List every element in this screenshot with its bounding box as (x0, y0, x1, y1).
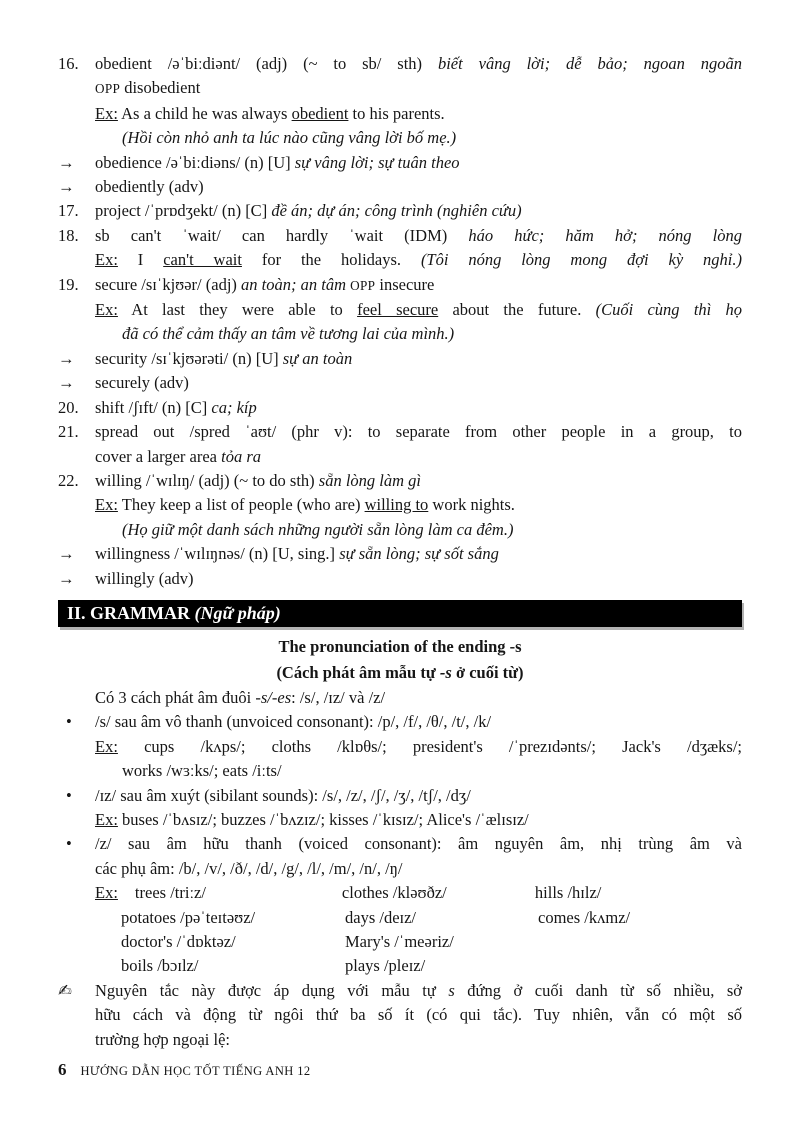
text-segment: các phụ âm: /b/, /v/, /ð/, /d/, /g/, /l/, /m/, /n/, /ŋ/ (95, 858, 403, 878)
text-segment: đứng ở cuối danh từ số nhiều, sở (454, 980, 742, 1000)
rule-line (58, 784, 742, 808)
text-segment: At last they were able to (117, 300, 358, 320)
vocab-entry-line (58, 273, 742, 298)
text-segment: (Hồi còn nhỏ anh ta lúc nào cũng vâng lời bố mẹ.) (122, 128, 457, 148)
text-segment: Mary's /ˈmeəriz/ (345, 932, 454, 951)
text-segment: Ex: (95, 883, 118, 903)
text-segment: sẵn lòng làm gì (318, 470, 421, 490)
text-segment: Ex: (95, 495, 118, 515)
vocab-entry-line (58, 224, 742, 248)
grammar-header-vietnamese-label: (Ngữ pháp) (190, 602, 281, 623)
example-line (58, 759, 742, 783)
text-segment: willing /ˈwɪlɪŋ/ (adj) (~ to do sth) (95, 470, 319, 490)
text-segment: an toàn; an tâm (241, 274, 347, 294)
text-segment: Ex: (95, 250, 118, 270)
text-segment: -s (439, 662, 452, 682)
intro-line (58, 686, 742, 710)
note-line (58, 979, 742, 1003)
text-segment: (Họ giữ một danh sách những người sẵn lòng làm ca đêm.) (122, 519, 514, 539)
derived-word-line (58, 151, 742, 175)
entry-number: 22. (58, 470, 79, 490)
text-segment: willing to (364, 495, 429, 515)
text-segment: tỏa ra (221, 446, 261, 466)
note-line (58, 1003, 742, 1027)
grammar-title-en (58, 634, 742, 660)
grammar-section-header (58, 600, 742, 627)
text-segment: ca; kíp (211, 397, 257, 417)
text-segment: clothes /kləʊðz/ (341, 883, 447, 903)
bullet-icon: • (66, 712, 72, 732)
text-segment: for the holidays. (241, 250, 421, 270)
vocab-entry-line (58, 76, 742, 101)
rule-line (58, 857, 742, 881)
derived-word-line (58, 371, 742, 395)
text-segment: (Cuối cùng thì họ (595, 300, 742, 320)
arrow-icon: → (58, 177, 75, 197)
text-segment: to his parents. (348, 103, 445, 123)
text-segment: potatoes /pəˈteɪtəʊz/ (121, 907, 256, 927)
text-segment: works /wɜːks/; eats /iːts/ (122, 761, 282, 781)
example-line (58, 298, 742, 322)
text-segment: Có 3 cách phát âm đuôi (95, 687, 256, 707)
translation-line (58, 322, 742, 346)
grammar-section (58, 634, 742, 1052)
text-segment: Nguyên tắc này được áp dụng với mẫu tự (95, 980, 449, 1000)
grammar-header-label: II. GRAMMAR (67, 602, 190, 623)
text-segment: willingly (adv) (95, 568, 194, 588)
derived-word-line (58, 347, 742, 371)
entry-number: 21. (58, 422, 79, 442)
text-segment: shift /ʃɪft/ (n) [C] (95, 397, 212, 417)
bullet-icon: • (66, 834, 72, 854)
entry-number: 19. (58, 274, 79, 294)
text-segment: Ex: (95, 736, 118, 756)
text-segment: They keep a list of people (who are) (117, 495, 365, 515)
text-segment: háo hức; hăm hở; nóng lòng (468, 225, 742, 245)
vocab-entry-line (58, 52, 742, 76)
text-segment: (Tôi nóng lòng mong đợi kỳ nghỉ.) (420, 250, 742, 270)
text-segment: obedient (291, 103, 349, 123)
text-segment: trees /triːz/ (134, 883, 206, 903)
example-line (58, 808, 742, 832)
text-segment: /s/ sau âm vô thanh (unvoiced consonant): /p/, /f/, /θ/, /t/, /k/ (95, 712, 492, 732)
text-segment: (Cách phát âm mẫu tự (276, 662, 440, 682)
text-segment: -s/-es (255, 687, 292, 707)
text-segment: cups /kʌps/; cloths /klɒθs/; president's /ˈprezɪdənts/; Jack's /dʒæks/; (117, 736, 742, 756)
text-segment: đã có thể cảm thấy an tâm về tương lai của mình.) (122, 324, 455, 344)
entry-number: 18. (58, 225, 79, 245)
text-segment: doctor's /ˈdɒktəz/ (121, 932, 236, 951)
derived-word-line (58, 542, 742, 566)
text-segment: secure /sɪˈkjʊər/ (adj) (95, 274, 242, 294)
grammar-title-vi (58, 660, 742, 686)
text-segment: hills /hɪlz/ (534, 883, 602, 903)
translation-line (58, 518, 742, 542)
page-number: 6 (58, 1060, 67, 1079)
text-segment: Ex: (95, 809, 118, 829)
text-segment: ở cuối từ) (451, 662, 524, 682)
arrow-icon: → (58, 568, 75, 588)
text-segment: feel secure (357, 300, 439, 320)
text-segment: Ex: (95, 103, 118, 123)
text-segment: disobedient (120, 78, 201, 98)
text-segment: can't wait (163, 250, 242, 270)
text-segment: đề án; dự án; công trình (nghiên cứu) (271, 201, 522, 221)
text-segment: OPP (350, 277, 376, 293)
text-segment: Ex: (95, 300, 118, 320)
rule-line (58, 710, 742, 734)
text-segment: The pronunciation of the ending -s (278, 636, 522, 656)
vocab-entry-line (58, 469, 742, 493)
text-segment: securely (adv) (95, 373, 189, 393)
entry-number: 16. (58, 54, 79, 73)
text-segment: days /deɪz/ (345, 907, 417, 927)
text-segment: insecure (375, 274, 435, 294)
text-segment: /ɪz/ sau âm xuýt (sibilant sounds): /s/, /z/, /ʃ/, /ʒ/, /tʃ/, /dʒ/ (95, 785, 471, 805)
vocab-entry-line (58, 445, 742, 469)
derived-word-line (58, 175, 742, 199)
text-segment: obedience /əˈbiːdiəns/ (n) [U] (95, 152, 295, 172)
text-segment: plays /pleɪz/ (345, 956, 426, 976)
text-segment: hữu cách và động từ ngôi thứ ba số ít (có qui tắc). Tuy nhiên, vẫn có một số (95, 1005, 742, 1025)
text-segment: s (448, 980, 455, 1000)
text-segment: cover a larger area (95, 446, 222, 466)
derived-word-line (58, 567, 742, 591)
text-segment: sb can't ˈwait/ can hardly ˈwait (IDM) (95, 225, 469, 245)
text-segment: sự an toàn (282, 348, 353, 368)
arrow-icon: → (58, 152, 75, 172)
entry-number: 17. (58, 201, 79, 221)
example-table-row (58, 906, 742, 930)
note-line (58, 1028, 742, 1052)
text-segment: project /ˈprɒdʒekt/ (n) [C] (95, 201, 272, 221)
example-line (58, 248, 742, 272)
text-segment: OPP (95, 81, 121, 97)
text-segment: As a child he was always (117, 103, 292, 123)
text-segment: : /s/, /ɪz/ và /z/ (291, 687, 386, 707)
text-segment: about the future. (438, 300, 596, 320)
example-line (58, 735, 742, 759)
text-segment: buses /ˈbʌsɪz/; buzzes /ˈbʌzɪz/; kisses /ˈkɪsɪz/; Alice's /ˈælɪsɪz/ (117, 809, 529, 829)
text-segment: I (117, 250, 164, 270)
entry-number: 20. (58, 397, 79, 417)
vocab-entry-line (58, 420, 742, 444)
example-table-row (58, 881, 742, 905)
book-title: HƯỚNG DẪN HỌC TỐT TIẾNG ANH 12 (80, 1064, 311, 1078)
text-segment: obedient /əˈbiːdiənt/ (adj) (~ to sb/ sth) (95, 54, 438, 73)
vocabulary-section (58, 52, 742, 591)
text-segment: willingness /ˈwɪlɪŋnəs/ (n) [U, sing.] (95, 544, 340, 564)
arrow-icon: → (58, 544, 75, 564)
text-segment: work nights. (428, 495, 515, 515)
text-segment: sự vâng lời; sự tuân theo (294, 152, 460, 172)
text-segment: comes /kʌmz/ (538, 907, 631, 927)
text-segment: security /sɪˈkjʊərəti/ (n) [U] (95, 348, 283, 368)
text-segment: spread out /spred ˈaʊt/ (phr v): to separate from other people in a group, to (95, 422, 742, 442)
text-segment: boils /bɔɪlz/ (121, 956, 199, 976)
page-footer (58, 1060, 311, 1080)
example-line (58, 102, 742, 126)
rule-line (58, 832, 742, 856)
bullet-icon: • (66, 785, 72, 805)
text-segment: /z/ sau âm hữu thanh (voiced consonant): âm nguyên âm, nhị trùng âm và (95, 834, 742, 854)
text-segment: sự sẵn lòng; sự sốt sắng (339, 544, 499, 564)
text-segment: biết vâng lời; dễ bảo; ngoan ngoãn (437, 54, 743, 73)
writing-hand-icon: ✍ (58, 980, 72, 1000)
example-line (58, 493, 742, 517)
text-segment: obediently (adv) (95, 177, 204, 197)
arrow-icon: → (58, 348, 75, 368)
arrow-icon: → (58, 373, 75, 393)
vocab-entry-line (58, 199, 742, 223)
translation-line (58, 126, 742, 150)
text-segment: trường hợp ngoại lệ: (95, 1029, 230, 1049)
example-table-row (58, 930, 742, 954)
example-table-row (58, 954, 742, 978)
vocab-entry-line (58, 396, 742, 420)
